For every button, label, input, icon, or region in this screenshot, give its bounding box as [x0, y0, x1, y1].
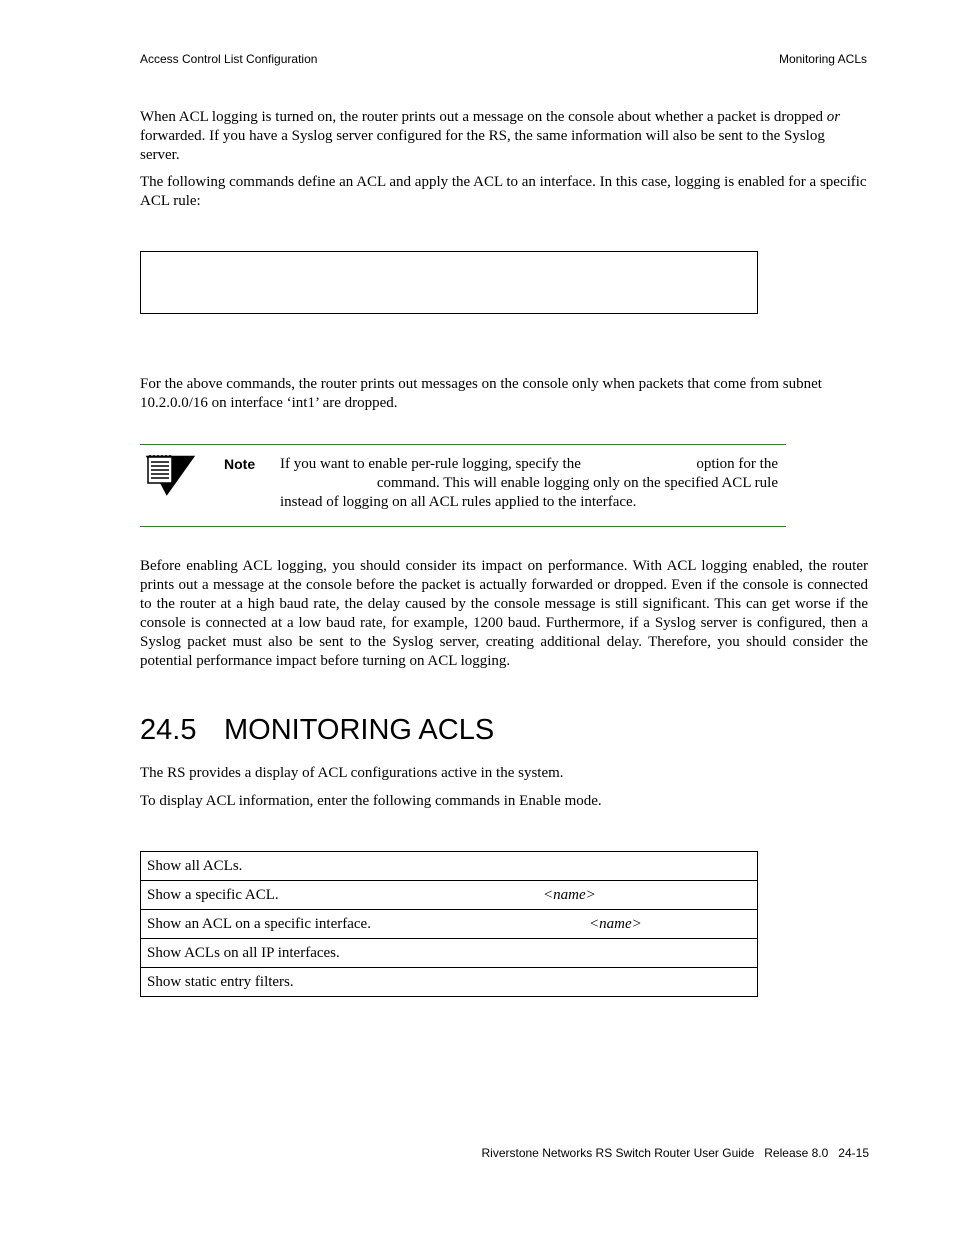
table-row [141, 968, 758, 997]
intro-emphasis: or [826, 109, 841, 125]
note-line-1 [280, 455, 778, 474]
section-heading [140, 714, 494, 747]
after-code-paragraph: For the above commands, the router prints out messages on the console only when packets that come from subnet 10.2.0.0/16 on interface ‘int1’ are dropped. [140, 376, 822, 411]
intro-text-b: forwarded. If you have a Syslog server configured for the RS, the same information will also be sent to the Syslog server. [140, 128, 825, 163]
note-icon [144, 453, 196, 504]
command-description: Show static entry filters. [141, 968, 572, 997]
command-argument: <name> [589, 915, 642, 932]
table-row [141, 881, 758, 910]
command-table [140, 851, 758, 997]
command-description: Show all ACLs. [141, 852, 572, 881]
table-row [141, 910, 758, 939]
command-syntax [571, 852, 758, 881]
note-block [140, 444, 786, 527]
note-line-3: instead of logging on all ACL rules applied to the interface. [280, 494, 637, 510]
command-syntax [543, 881, 758, 910]
section-paragraph-2: To display ACL information, enter the following commands in Enable mode. [140, 793, 602, 809]
command-description: Show ACLs on all IP interfaces. [141, 939, 572, 968]
section-paragraph-1: The RS provides a display of ACL configurations active in the system. [140, 765, 564, 781]
note-line-2: command. This will enable logging only on the specified ACL rule [376, 475, 778, 491]
command-syntax [571, 968, 758, 997]
intro-paragraph-1 [140, 108, 868, 165]
intro-paragraph-2: The following commands define an ACL and apply the ACL to an interface. In this case, logging is enabled for a specific ACL rule: [140, 174, 867, 209]
command-syntax [571, 910, 758, 939]
note-label: Note [224, 456, 256, 472]
note-line-1-right: option for the [696, 456, 778, 472]
note-line-1-left: If you want to enable per-rule logging, specify the [280, 456, 581, 472]
running-footer: Riverstone Networks RS Switch Router User Guide Release 8.0 24-15 [481, 1146, 869, 1160]
command-syntax [571, 939, 758, 968]
command-argument: <name> [543, 886, 596, 903]
code-example-box [140, 251, 758, 314]
performance-paragraph: Before enabling ACL logging, you should consider its impact on performance. With ACL logging enabled, the router prints out a message at the console before the packet is actually forwarded or dropped. Even if the console is connected to the router at a high baud rate, the delay caused by the console message is still significant. This can get worse if the console is connected at a low baud rate, for example, 1200 baud. Furthermore, if a Syslog server is configured, then a Syslog packet must also be sent to the Syslog server, creating additional delay. Therefore, you should consider the potential performance impact before turning on ACL logging. [140, 558, 868, 669]
command-description: Show a specific ACL. [141, 881, 572, 910]
table-row [141, 852, 758, 881]
table-row [141, 939, 758, 968]
section-title: MONITORING ACLS [224, 714, 495, 746]
running-header-left: Access Control List Configuration [140, 52, 318, 66]
running-header-right: Monitoring ACLs [778, 52, 867, 66]
command-description: Show an ACL on a specific interface. [141, 910, 572, 939]
section-number: 24.5 [140, 714, 197, 746]
intro-text-a: When ACL logging is turned on, the router prints out a message on the console about whether a packet is dropped [140, 109, 827, 125]
